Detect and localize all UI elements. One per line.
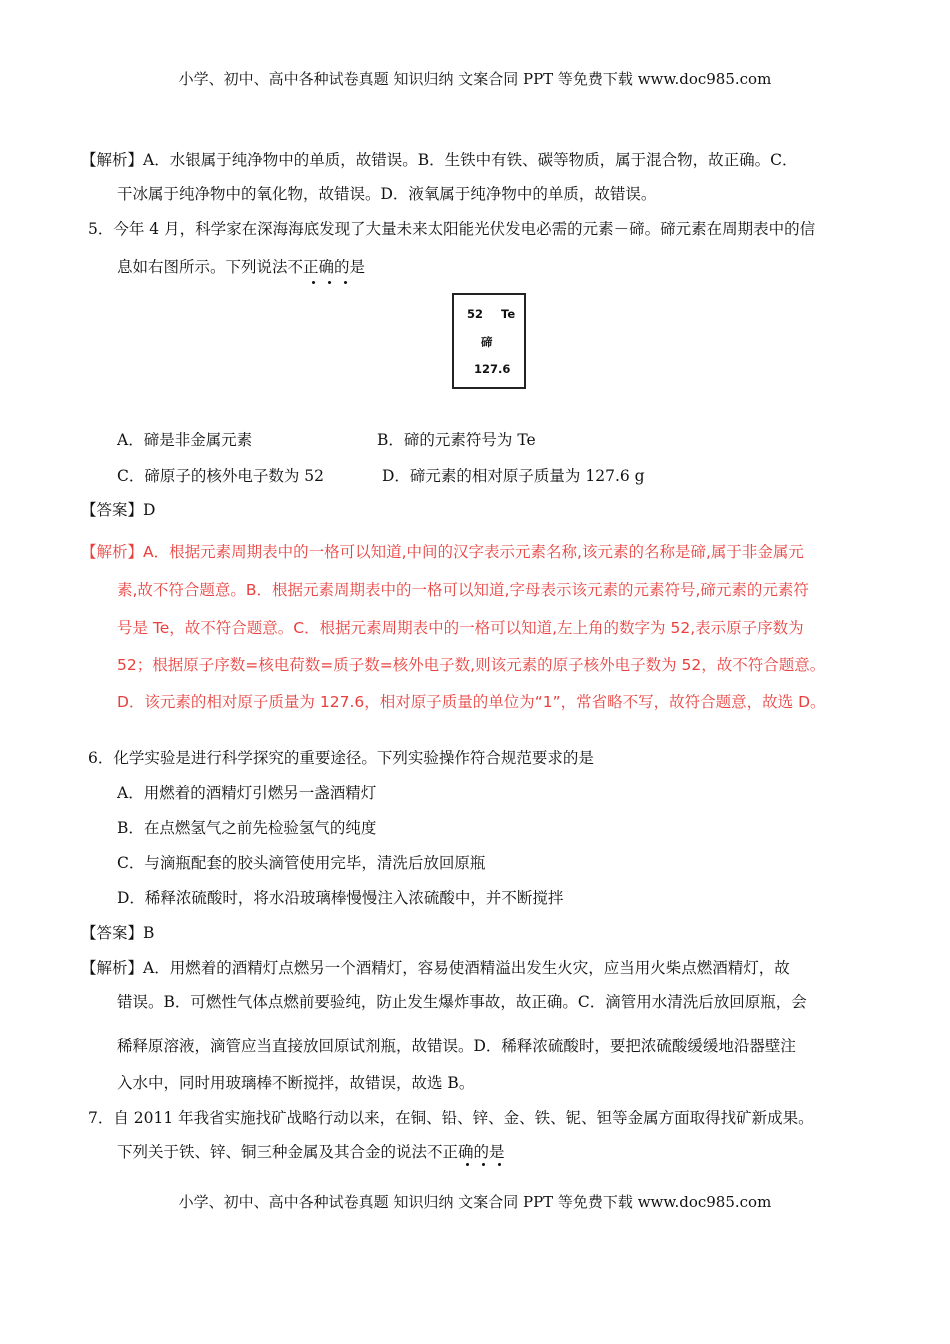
q6-option-c: C．与滴瓶配套的胶头滴管使用完毕，清洗后放回原瓶	[117, 854, 486, 872]
q5-option-b: B．碲的元素符号为 Te	[377, 431, 536, 449]
emphasis-dot	[498, 1163, 501, 1166]
q6-option-d: D．稀释浓硫酸时，将水沿玻璃棒慢慢注入浓硫酸中，并不断搅拌	[117, 889, 564, 907]
atomic-mass: 127.6	[474, 362, 511, 376]
q4-analysis-line-1: 【解析】A．水银属于纯净物中的单质，故错误。B．生铁中有铁、碳等物质，属于混合物，故正确。C．	[81, 151, 798, 169]
q5-stem-line-1: 5．今年 4 月，科学家在深海海底发现了大量未来太阳能光伏发电必需的元素－碲。碲元素在周期表中的信	[88, 220, 816, 238]
q5-stem-line-2: 息如右图所示。下列说法不正确的是	[117, 258, 366, 276]
q7-stem-line-1: 7．自 2011 年我省实施找矿战略行动以来，在铜、铅、锌、金、铁、铌、钽等金属方面取得找矿新成果。	[88, 1109, 814, 1127]
emphasis-dot	[344, 281, 347, 284]
q5-analysis-line-5: D．该元素的相对原子质量为 127.6，相对原子质量的单位为“1”，常省略不写，故符合题意，故选 D。	[117, 693, 826, 711]
atomic-number: 52	[467, 307, 484, 321]
q5-analysis-line-2: 素,故不符合题意。B．根据元素周期表中的一格可以知道,字母表示该元素的元素符号,碲元素的元素符	[117, 581, 809, 599]
q4-analysis-line-2: 干冰属于纯净物中的氧化物，故错误。D．液氧属于纯净物中的单质，故错误。	[117, 185, 657, 203]
periodic-table-cell	[452, 293, 526, 389]
q6-stem: 6．化学实验是进行科学探究的重要途径。下列实验操作符合规范要求的是	[88, 749, 594, 767]
q7-stem-line-2: 下列关于铁、锌、铜三种金属及其合金的说法不正确的是	[117, 1143, 505, 1161]
q5-analysis-line-1: 【解析】A．根据元素周期表中的一格可以知道,中间的汉字表示元素名称,该元素的名称是碲,属于非金属元	[81, 543, 804, 561]
q6-option-a: A．用燃着的酒精灯引燃另一盏酒精灯	[117, 784, 377, 802]
q6-analysis-line-2: 错误。B．可燃性气体点燃前要验纯，防止发生爆炸事故，故正确。C．滴管用水清洗后放回原瓶，会	[117, 993, 807, 1011]
q6-analysis-line-4: 入水中，同时用玻璃棒不断搅拌，故错误，故选 B。	[117, 1074, 475, 1092]
q5-option-d: D．碲元素的相对原子质量为 127.6 g	[382, 467, 645, 485]
q6-option-b: B．在点燃氢气之前先检验氢气的纯度	[117, 819, 377, 837]
emphasis-dot	[466, 1163, 469, 1166]
page-footer: 小学、初中、高中各种试卷真题 知识归纳 文案合同 PPT 等免费下载 www.doc985.com	[178, 1193, 772, 1211]
element-symbol: Te	[501, 307, 516, 321]
q5-answer: 【答案】D	[81, 501, 156, 519]
emphasis-dot	[328, 281, 331, 284]
page-header: 小学、初中、高中各种试卷真题 知识归纳 文案合同 PPT 等免费下载 www.doc985.com	[178, 70, 772, 88]
q6-analysis-line-1: 【解析】A．用燃着的酒精灯点燃另一个酒精灯，容易使酒精溢出发生火灾，应当用火柴点燃酒精灯，故	[81, 959, 790, 977]
q5-option-c: C．碲原子的核外电子数为 52	[117, 467, 325, 485]
q6-answer: 【答案】B	[81, 924, 155, 942]
q5-option-a: A．碲是非金属元素	[117, 431, 253, 449]
element-name: 碲	[481, 335, 493, 349]
q5-analysis-line-3: 号是 Te，故不符合题意。C．根据元素周期表中的一格可以知道,左上角的数字为 52,表示原子序数为	[117, 619, 804, 637]
q6-analysis-line-3: 稀释原溶液，滴管应当直接放回原试剂瓶，故错误。D．稀释浓硫酸时，要把浓硫酸缓缓地沿器壁注	[117, 1037, 796, 1055]
emphasis-dot	[482, 1163, 485, 1166]
emphasis-dot	[312, 281, 315, 284]
q5-analysis-line-4: 52；根据原子序数=核电荷数=质子数=核外电子数,则该元素的原子核外电子数为 52，故不符合题意。	[117, 656, 826, 674]
